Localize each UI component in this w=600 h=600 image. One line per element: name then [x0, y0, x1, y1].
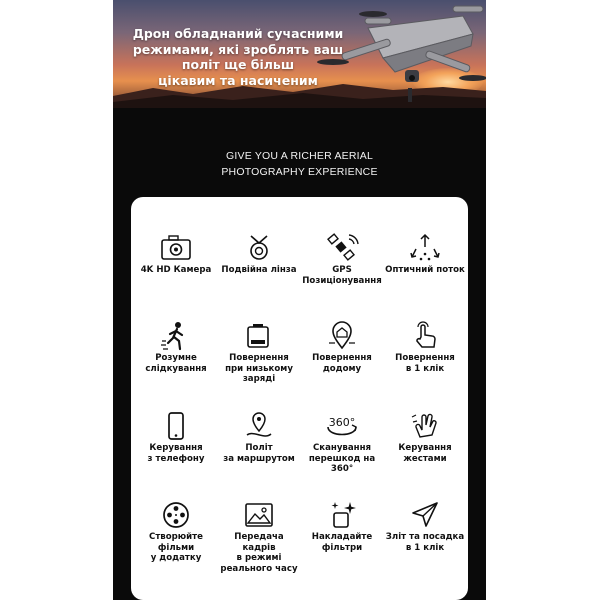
banner-title: Дрон обладнаний сучасними режимами, які зроблять ваш політ ще більш цікавим та насиченим: [132, 26, 344, 88]
feature-low-battery-return: [217, 321, 301, 385]
feature-gesture-control: [383, 411, 467, 464]
route-pin-icon: [242, 411, 276, 441]
feature-label: Повернення додому: [312, 353, 372, 374]
feature-label: Накладайте фільтри: [311, 532, 373, 553]
feature-one-click-return: [383, 321, 467, 374]
feature-obstacle-scan: [300, 411, 384, 475]
smartphone-icon: [159, 411, 193, 441]
section-heading: [113, 148, 486, 180]
film-reel-icon: [159, 500, 193, 530]
feature-one-click-takeoff: [383, 500, 467, 553]
feature-label: Керування жестами: [398, 443, 452, 464]
sparkle-filter-icon: [325, 500, 359, 530]
feature-camera: [134, 233, 218, 276]
feature-phone-control: [134, 411, 218, 464]
feature-label: Повернення при низькому заряді: [225, 353, 293, 384]
feature-waypoint-flight: [217, 411, 301, 464]
feature-label: Керування з телефону: [147, 443, 205, 464]
feature-return-home: [300, 321, 384, 374]
image-transfer-icon: [242, 500, 276, 530]
camera-icon: [159, 233, 193, 263]
feature-create-films: [134, 500, 218, 564]
home-location-icon: [325, 321, 359, 351]
feature-label: Оптичний поток: [385, 265, 465, 275]
hero-banner: [113, 0, 486, 108]
heading-line-2: PHOTOGRAPHY EXPERIENCE: [221, 166, 378, 178]
feature-label: Політ за маршрутом: [223, 443, 295, 464]
feature-label: GPS Позиціонування: [302, 265, 382, 286]
feature-label: Розумне слідкування: [145, 353, 207, 374]
drone-image: [313, 0, 486, 108]
heading-line-1: GIVE YOU A RICHER AERIAL: [226, 150, 373, 162]
feature-filters: [300, 500, 384, 553]
features-card: [131, 197, 468, 600]
feature-label: Передача кадрів в режимі реального часу: [220, 532, 298, 574]
low-battery-icon: [242, 321, 276, 351]
feature-optical-flow: [383, 233, 467, 276]
person-walking-icon: [159, 321, 193, 351]
tap-hand-icon: [408, 321, 442, 351]
paper-plane-icon: [408, 500, 442, 530]
feature-gps: [300, 233, 384, 286]
gesture-hand-icon: [408, 411, 442, 441]
feature-label: Подвійна лінза: [221, 265, 297, 275]
feature-label: Сканування перешкод на 360°: [308, 443, 376, 474]
rotate-360-icon: [325, 411, 359, 441]
feature-realtime-transfer: [217, 500, 301, 574]
optical-flow-icon: [408, 233, 442, 263]
feature-label: Повернення в 1 клік: [395, 353, 455, 374]
feature-dual-lens: [217, 233, 301, 276]
feature-label: Створюйте фільми у додатку: [149, 532, 203, 563]
dual-lens-icon: [242, 233, 276, 263]
badge-360: 360°: [328, 416, 356, 429]
gps-satellite-icon: [325, 233, 359, 263]
feature-label: Зліт та посадка в 1 клік: [385, 532, 465, 553]
feature-label: 4K HD Камера: [140, 265, 212, 275]
feature-smart-follow: [134, 321, 218, 374]
product-page: [113, 0, 486, 600]
